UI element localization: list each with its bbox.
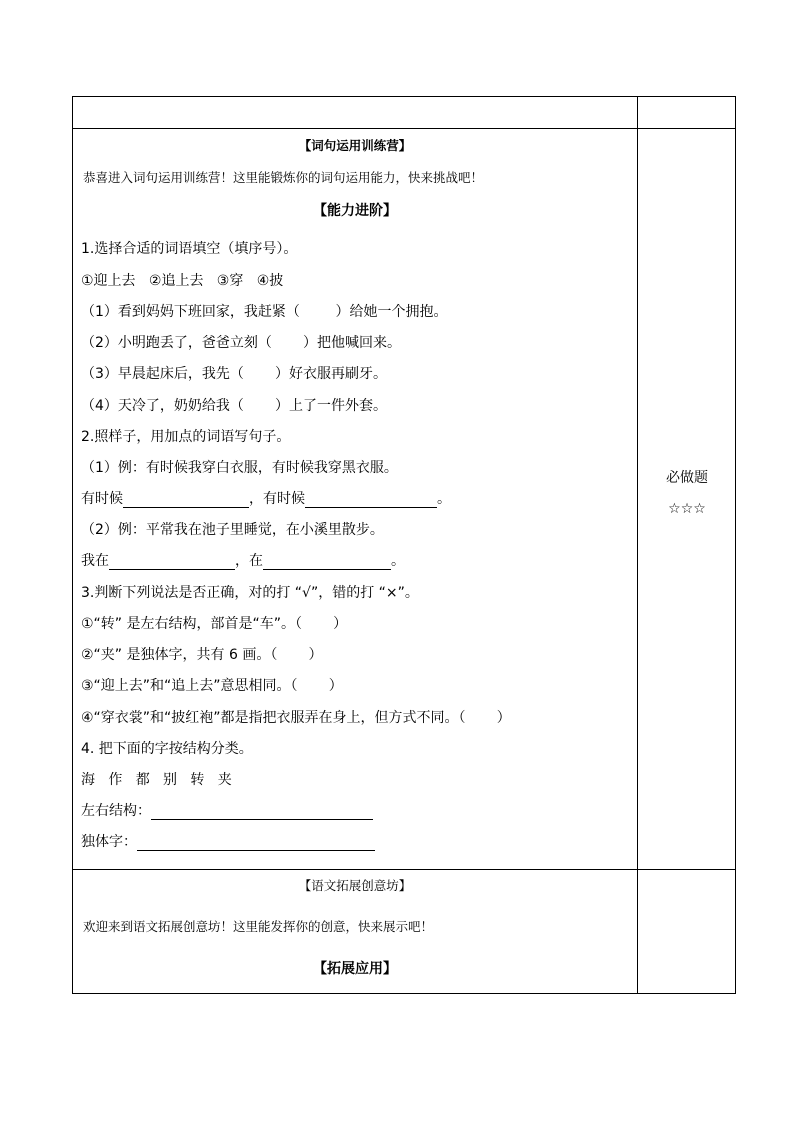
q2-example-2: （2）例：平常我在池子里睡觉，在小溪里散步。 bbox=[81, 522, 384, 538]
answer-blank[interactable] bbox=[123, 493, 249, 508]
q1-options: ①迎上去 ②追上去 ③穿 ④披 bbox=[81, 273, 284, 289]
q4-chars: 海 作 都 别 转 夹 bbox=[81, 772, 232, 788]
worksheet-table bbox=[72, 96, 736, 994]
q2-example-1: （1）例：有时候我穿白衣服，有时候我穿黑衣服。 bbox=[81, 460, 398, 476]
answer-blank[interactable] bbox=[109, 555, 235, 570]
q2-stem: 2.照样子，用加点的词语写句子。 bbox=[81, 429, 291, 445]
column-divider bbox=[637, 97, 638, 993]
answer-blank[interactable] bbox=[137, 836, 375, 851]
q3-item: ①“转” 是左右结构，部首是“车”。（ ） bbox=[81, 616, 348, 632]
apply-heading: 【拓展应用】 bbox=[313, 961, 397, 977]
q1-item: （2）小明跑丢了，爸爸立刻（ ）把他喊回来。 bbox=[81, 335, 402, 351]
q4-single-row: 独体字： bbox=[81, 833, 375, 851]
q4-stem: 4. 把下面的字按结构分类。 bbox=[81, 741, 253, 757]
row-divider bbox=[73, 869, 735, 870]
camp-title: 【词句运用训练营】 bbox=[298, 138, 412, 153]
q4-left-right-row: 左右结构： bbox=[81, 802, 373, 820]
q2-fill-2: 我在 ，在 。 bbox=[81, 553, 405, 569]
ext-intro: 欢迎来到语文拓展创意坊！这里能发挥你的创意，快来展示吧！ bbox=[83, 919, 434, 934]
q1-item: （3）早晨起床后，我先（ ）好衣服再刷牙。 bbox=[81, 366, 388, 382]
q1-item: （1）看到妈妈下班回家，我赶紧（ ）给她一个拥抱。 bbox=[81, 304, 448, 320]
row-divider bbox=[73, 128, 735, 129]
q3-item: ④“穿衣裳”和“披红袍”都是指把衣服弄在身上，但方式不同。（ ） bbox=[81, 710, 511, 726]
required-label: 必做题 bbox=[666, 470, 708, 486]
ext-title: 【语文拓展创意坊】 bbox=[298, 878, 412, 893]
answer-blank[interactable] bbox=[263, 555, 391, 570]
q2-fill-1: 有时候 ，有时候 。 bbox=[81, 491, 451, 507]
answer-blank[interactable] bbox=[151, 805, 373, 820]
q1-stem: 1.选择合适的词语填空（填序号）。 bbox=[81, 241, 298, 257]
q3-item: ②“夹” 是独体字，共有 6 画。（ ） bbox=[81, 647, 323, 663]
q3-item: ③“迎上去”和“追上去”意思相同。（ ） bbox=[81, 678, 343, 694]
camp-intro: 恭喜进入词句运用训练营！这里能锻炼你的词句运用能力，快来挑战吧！ bbox=[83, 170, 484, 185]
q1-item: （4）天冷了，奶奶给我（ ）上了一件外套。 bbox=[81, 398, 388, 414]
q3-stem: 3.判断下列说法是否正确，对的打 “√”，错的打 “×”。 bbox=[81, 585, 419, 601]
difficulty-stars: ☆☆☆ bbox=[668, 501, 706, 517]
level-heading: 【能力进阶】 bbox=[313, 203, 397, 219]
answer-blank[interactable] bbox=[305, 493, 437, 508]
